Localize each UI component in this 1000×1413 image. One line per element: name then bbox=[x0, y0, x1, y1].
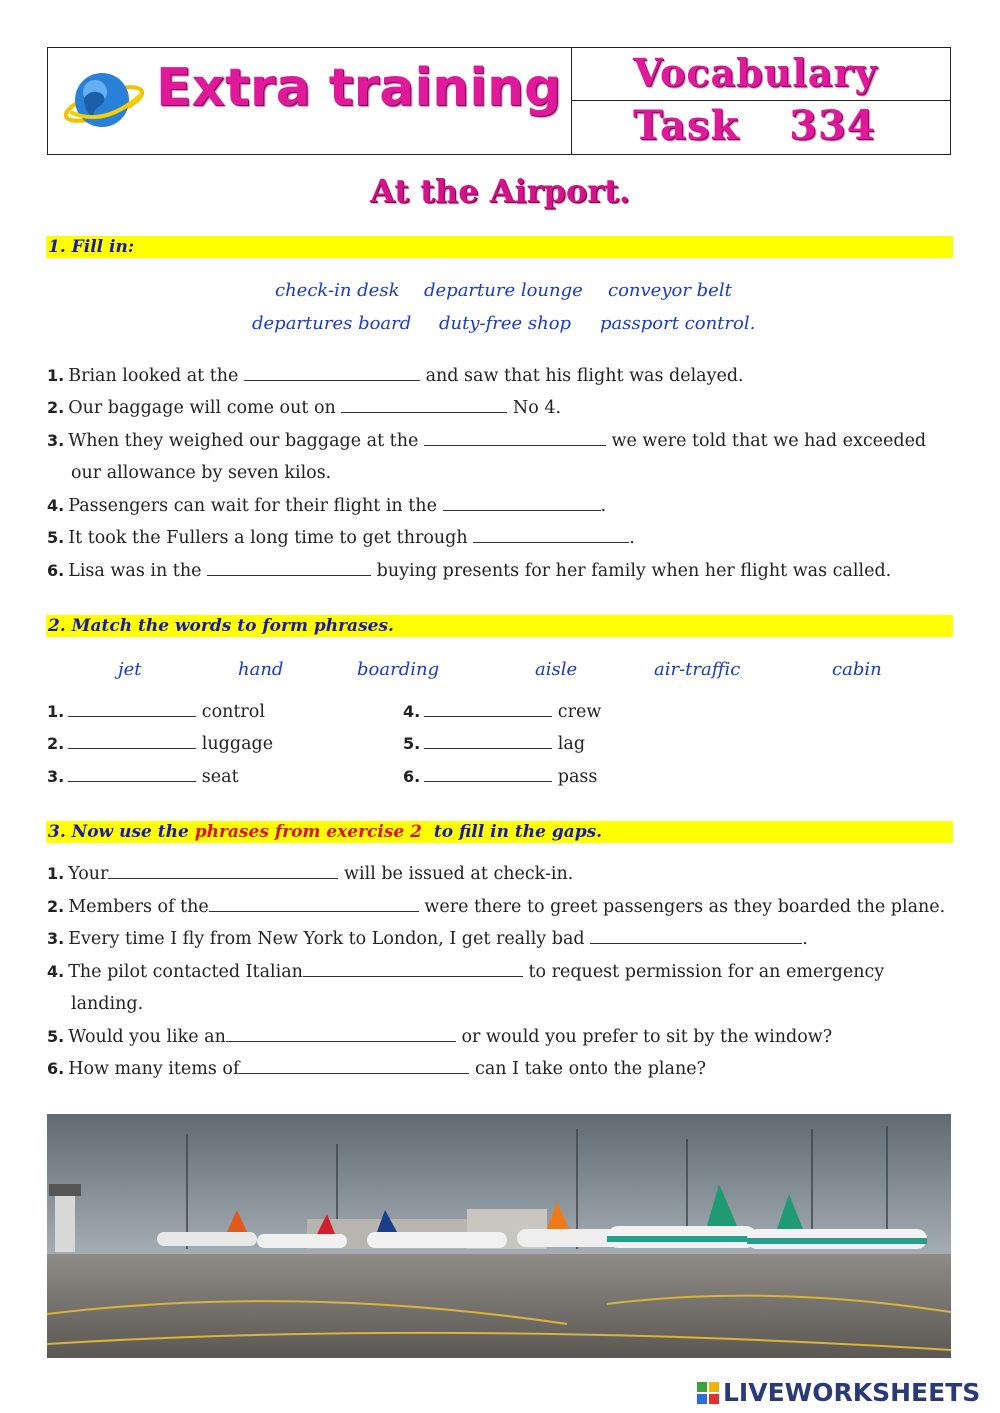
vocabulary-label: Vocabulary bbox=[633, 50, 878, 95]
item-text: Every time I fly from New York to London, I get really bad bbox=[68, 929, 585, 949]
item-text: can I take onto the plane? bbox=[475, 1059, 706, 1079]
liveworksheets-logo-icon bbox=[697, 1382, 719, 1404]
answer-blank[interactable] bbox=[424, 767, 552, 782]
answer-blank[interactable] bbox=[424, 734, 552, 749]
answer-blank[interactable] bbox=[341, 398, 507, 413]
footer-brand: LIVEWORKSHEETS bbox=[723, 1378, 981, 1407]
section3-heading bbox=[46, 821, 953, 843]
answer-blank[interactable] bbox=[244, 366, 420, 381]
item-number: 5. bbox=[47, 528, 65, 547]
word-bank-item: hand bbox=[238, 659, 284, 680]
globe-logo-icon bbox=[62, 62, 146, 140]
answer-blank[interactable] bbox=[303, 962, 523, 977]
item-text: How many items of bbox=[68, 1059, 240, 1079]
match-item bbox=[47, 734, 273, 754]
task-number: 334 bbox=[789, 102, 876, 149]
section2-heading: 2. Match the words to form phrases. bbox=[46, 615, 953, 637]
item-text: to request permission for an emergency bbox=[528, 962, 885, 982]
item-text: When they weighed our baggage at the bbox=[68, 431, 419, 451]
answer-blank[interactable] bbox=[68, 702, 196, 717]
exercise3-item bbox=[47, 864, 573, 884]
brand-title: Extra training bbox=[156, 58, 562, 118]
exercise3-item bbox=[47, 929, 808, 949]
answer-blank[interactable] bbox=[68, 734, 196, 749]
exercise1-item bbox=[47, 528, 635, 548]
task-label bbox=[633, 102, 876, 149]
item-text: or would you prefer to sit by the window? bbox=[461, 1027, 833, 1047]
word-bank-item: check-in desk bbox=[275, 280, 400, 301]
item-text: Your bbox=[68, 864, 109, 884]
item-text: The pilot contacted Italian bbox=[68, 962, 303, 982]
item-number: 2. bbox=[47, 897, 65, 916]
item-text: It took the Fullers a long time to get through bbox=[68, 528, 468, 548]
item-text: Lisa was in the bbox=[68, 561, 202, 581]
item-number: 5. bbox=[403, 734, 421, 753]
item-number: 6. bbox=[47, 1059, 65, 1078]
word-bank-item: departure lounge bbox=[424, 280, 583, 301]
item-text: luggage bbox=[201, 734, 274, 754]
item-text: Members of the bbox=[68, 897, 209, 917]
item-text: Passengers can wait for their flight in the bbox=[68, 496, 437, 516]
word-bank-item: boarding bbox=[357, 659, 440, 680]
item-text: crew bbox=[557, 702, 602, 722]
match-item bbox=[403, 734, 585, 754]
item-text: Would you like an bbox=[68, 1027, 226, 1047]
item-text: . bbox=[629, 528, 635, 548]
exercise3-item-continued: landing. bbox=[71, 994, 144, 1014]
item-number: 1. bbox=[47, 864, 65, 883]
answer-blank[interactable] bbox=[239, 1059, 469, 1074]
exercise1-item bbox=[47, 398, 561, 418]
word-bank-item: jet bbox=[118, 659, 142, 680]
answer-blank[interactable] bbox=[207, 561, 371, 576]
item-number: 1. bbox=[47, 702, 65, 721]
item-text: we were told that we had exceeded bbox=[611, 431, 927, 451]
item-text: pass bbox=[557, 767, 598, 787]
exercise1-item-continued: our allowance by seven kilos. bbox=[71, 463, 332, 483]
answer-blank[interactable] bbox=[590, 929, 802, 944]
exercise3-item bbox=[47, 1027, 832, 1047]
item-number: 6. bbox=[403, 767, 421, 786]
item-text: Our baggage will come out on bbox=[68, 398, 336, 418]
airport-photo bbox=[47, 1114, 951, 1358]
item-number: 6. bbox=[47, 561, 65, 580]
match-item bbox=[47, 767, 239, 787]
item-text: Brian looked at the bbox=[68, 366, 239, 386]
word-bank-item: conveyor belt bbox=[608, 280, 732, 301]
worksheet-header bbox=[47, 47, 951, 155]
item-number: 1. bbox=[47, 366, 65, 385]
exercise3-item bbox=[47, 962, 884, 982]
word-bank-item: air-traffic bbox=[654, 659, 741, 680]
page-title: At the Airport. bbox=[369, 172, 631, 210]
item-number: 4. bbox=[47, 496, 65, 515]
answer-blank[interactable] bbox=[226, 1027, 456, 1042]
item-number: 2. bbox=[47, 734, 65, 753]
heading-text: to fill in the gaps. bbox=[422, 822, 603, 842]
item-number: 2. bbox=[47, 398, 65, 417]
header-divider bbox=[571, 48, 572, 154]
section1-heading: 1. Fill in: bbox=[46, 236, 953, 258]
heading-text: 3. Now use the bbox=[48, 822, 195, 842]
match-item bbox=[403, 702, 601, 722]
answer-blank[interactable] bbox=[209, 897, 419, 912]
header-divider bbox=[571, 100, 950, 101]
item-text: control bbox=[201, 702, 265, 722]
heading-highlight: phrases from exercise 2 bbox=[194, 822, 422, 842]
item-number: 4. bbox=[47, 962, 65, 981]
item-text: lag bbox=[557, 734, 586, 754]
item-number: 3. bbox=[47, 431, 65, 450]
item-text: were there to greet passengers as they boarded the plane. bbox=[424, 897, 946, 917]
task-word: Task bbox=[633, 102, 740, 149]
word-bank-item: passport control. bbox=[600, 313, 756, 334]
answer-blank[interactable] bbox=[68, 767, 196, 782]
item-number: 3. bbox=[47, 929, 65, 948]
item-number: 5. bbox=[47, 1027, 65, 1046]
exercise1-item bbox=[47, 496, 606, 516]
match-item bbox=[403, 767, 597, 787]
exercise1-item bbox=[47, 366, 744, 386]
item-text: will be issued at check-in. bbox=[344, 864, 574, 884]
exercise1-item bbox=[47, 431, 926, 451]
liveworksheets-footer bbox=[697, 1378, 980, 1407]
item-text: . bbox=[802, 929, 808, 949]
exercise3-item bbox=[47, 1059, 706, 1079]
answer-blank[interactable] bbox=[473, 528, 629, 543]
answer-blank[interactable] bbox=[424, 702, 552, 717]
item-text: No 4. bbox=[512, 398, 562, 418]
item-number: 4. bbox=[403, 702, 421, 721]
exercise3-item bbox=[47, 897, 945, 917]
item-text: seat bbox=[201, 767, 239, 787]
word-bank-item: aisle bbox=[535, 659, 578, 680]
answer-blank[interactable] bbox=[108, 864, 338, 879]
word-bank-item: departures board bbox=[252, 313, 412, 334]
item-text: buying presents for her family when her flight was called. bbox=[376, 561, 892, 581]
word-bank-item: cabin bbox=[832, 659, 882, 680]
answer-blank[interactable] bbox=[443, 496, 601, 511]
item-text: and saw that his flight was delayed. bbox=[425, 366, 744, 386]
item-text: . bbox=[600, 496, 607, 516]
word-bank-item: duty-free shop bbox=[439, 313, 572, 334]
exercise1-item bbox=[47, 561, 891, 581]
item-number: 3. bbox=[47, 767, 65, 786]
answer-blank[interactable] bbox=[424, 431, 606, 446]
match-item bbox=[47, 702, 265, 722]
